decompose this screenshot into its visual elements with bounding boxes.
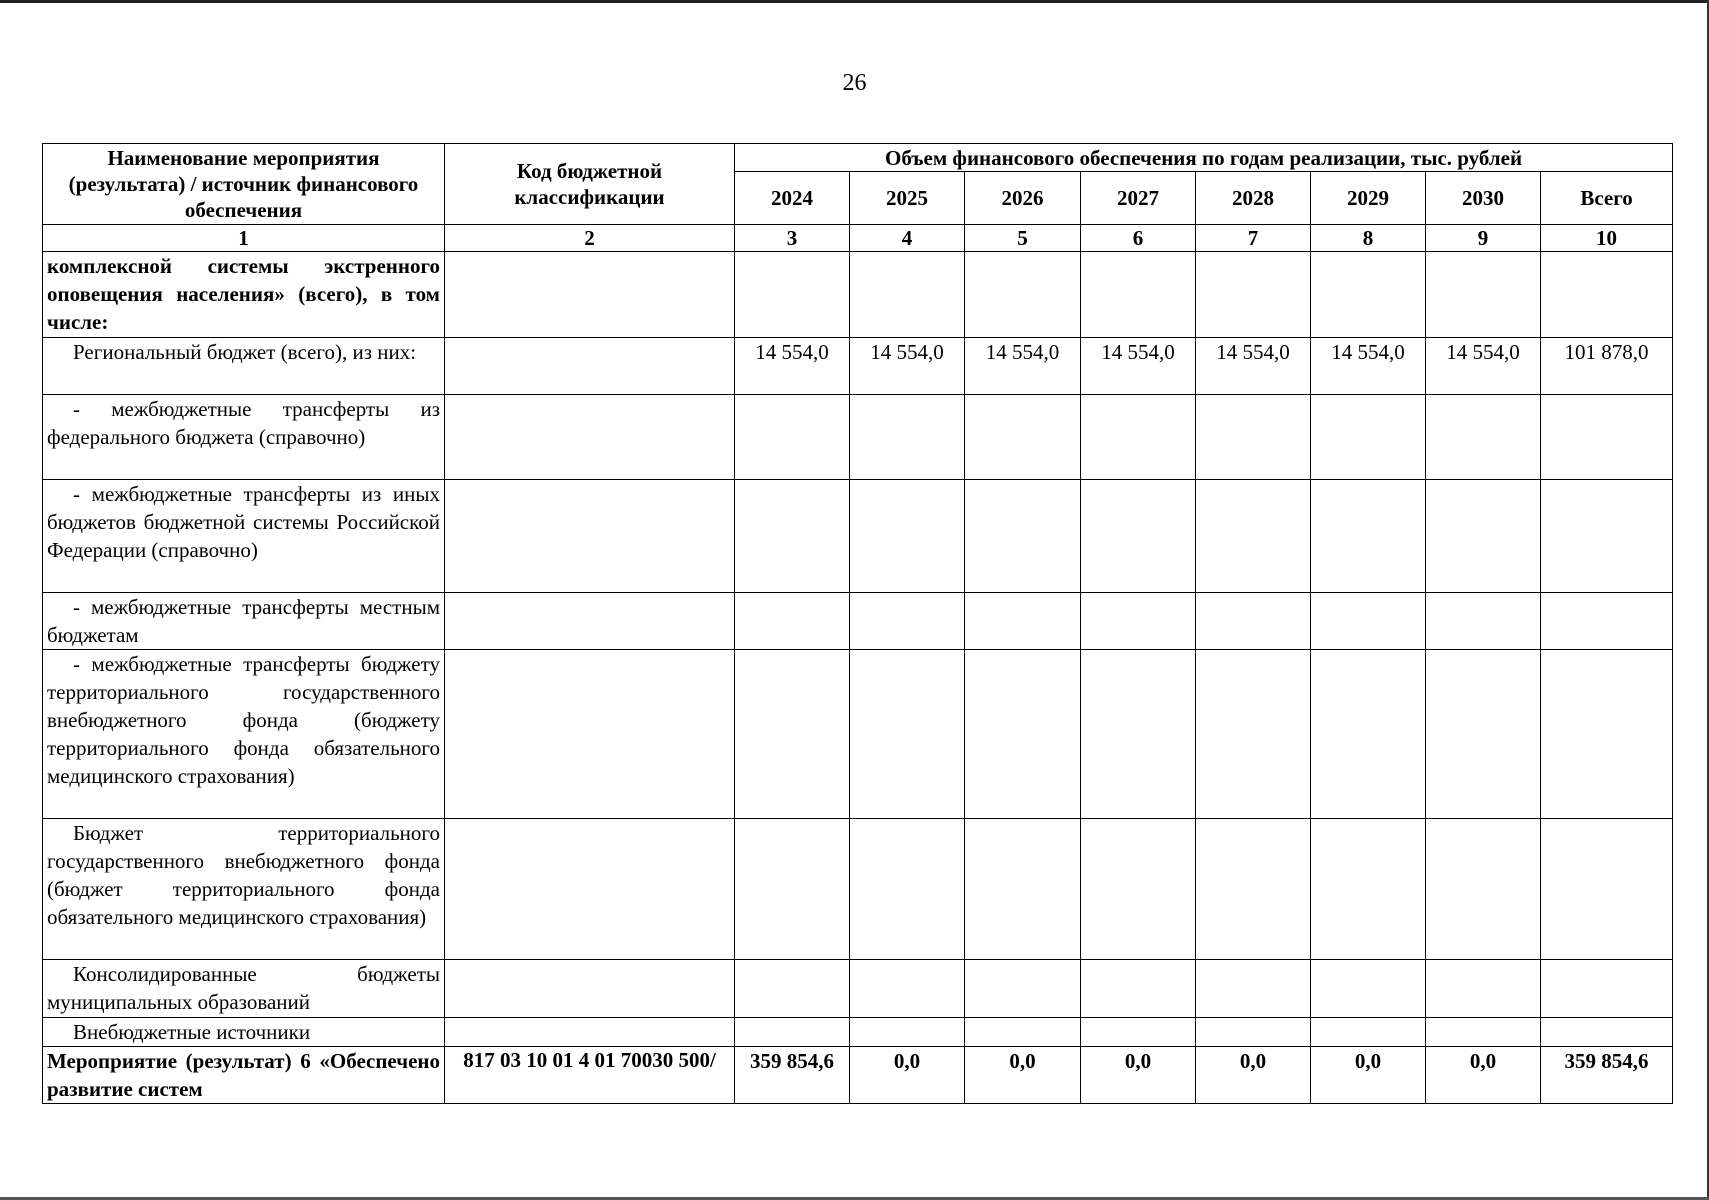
row-code [445, 819, 735, 960]
row-value-2030 [1426, 650, 1541, 819]
row-value-2024 [735, 650, 850, 819]
row-value-2024 [735, 593, 850, 650]
row-code [445, 252, 735, 338]
row-total: 101 878,0 [1541, 338, 1673, 395]
row-value-2028 [1196, 819, 1311, 960]
row-value-2025 [850, 252, 965, 338]
row-value-2025 [850, 960, 965, 1018]
row-value-2027 [1081, 1018, 1196, 1047]
row-name: - межбюджетные трансферты местным бюджетам [43, 593, 445, 650]
row-total: 359 854,6 [1541, 1047, 1673, 1104]
row-name: Внебюджетные источники [43, 1018, 445, 1047]
row-name: Консолидированные бюджеты муниципальных образований [43, 960, 445, 1018]
header-year-2026: 2026 [965, 172, 1081, 225]
row-name: Региональный бюджет (всего), из них: [43, 338, 445, 395]
row-value-2029 [1311, 395, 1426, 480]
row-value-2029 [1311, 480, 1426, 593]
row-value-2027 [1081, 960, 1196, 1018]
row-value-2030 [1426, 819, 1541, 960]
row-value-2029 [1311, 1018, 1426, 1047]
row-value-2029 [1311, 960, 1426, 1018]
row-value-2025 [850, 593, 965, 650]
column-number: 8 [1311, 225, 1426, 252]
row-value-2025 [850, 480, 965, 593]
table-row [43, 338, 1673, 395]
row-value-2030 [1426, 395, 1541, 480]
row-value-2026 [965, 1018, 1081, 1047]
row-total [1541, 252, 1673, 338]
header-volume-group: Объем финансового обеспечения по годам реализации, тыс. рублей [735, 144, 1673, 172]
row-value-2024 [735, 395, 850, 480]
table-row [43, 480, 1673, 593]
row-value-2027 [1081, 650, 1196, 819]
row-value-2028 [1196, 960, 1311, 1018]
table-row [43, 395, 1673, 480]
table-row [43, 960, 1673, 1018]
row-value-2030 [1426, 480, 1541, 593]
row-value-2029 [1311, 819, 1426, 960]
row-name: - межбюджетные трансферты бюджету территориального государственного внебюджетного фонда (бюджету территориального фонда обязательного медицинского страхования) [43, 650, 445, 819]
scan-edge-top [0, 0, 1709, 3]
row-total [1541, 650, 1673, 819]
row-value-2028 [1196, 480, 1311, 593]
row-value-2027 [1081, 819, 1196, 960]
row-code [445, 338, 735, 395]
row-value-2030 [1426, 1018, 1541, 1047]
row-value-2029 [1311, 650, 1426, 819]
row-value-2028 [1196, 1018, 1311, 1047]
row-value-2025: 0,0 [850, 1047, 965, 1104]
row-value-2025 [850, 395, 965, 480]
column-number: 5 [965, 225, 1081, 252]
row-value-2030 [1426, 593, 1541, 650]
row-value-2027 [1081, 252, 1196, 338]
row-value-2024 [735, 1018, 850, 1047]
row-value-2030: 0,0 [1426, 1047, 1541, 1104]
row-code [445, 960, 735, 1018]
row-value-2030: 14 554,0 [1426, 338, 1541, 395]
row-value-2025 [850, 819, 965, 960]
row-value-2029 [1311, 593, 1426, 650]
row-name: - межбюджетные трансферты из федерального бюджета (справочно) [43, 395, 445, 480]
row-value-2026 [965, 650, 1081, 819]
row-value-2024: 14 554,0 [735, 338, 850, 395]
row-value-2024 [735, 819, 850, 960]
header-total: Всего [1541, 172, 1673, 225]
row-value-2027 [1081, 593, 1196, 650]
row-total [1541, 960, 1673, 1018]
row-total [1541, 1018, 1673, 1047]
header-name-column: Наименование мероприятия (результата) / источник финансового обеспечения [43, 144, 445, 225]
row-total [1541, 480, 1673, 593]
row-value-2026 [965, 593, 1081, 650]
row-total [1541, 593, 1673, 650]
row-value-2027: 14 554,0 [1081, 338, 1196, 395]
row-value-2028: 14 554,0 [1196, 338, 1311, 395]
row-code [445, 480, 735, 593]
column-number: 4 [850, 225, 965, 252]
row-value-2025 [850, 650, 965, 819]
row-value-2026 [965, 480, 1081, 593]
row-value-2026 [965, 252, 1081, 338]
column-number: 6 [1081, 225, 1196, 252]
row-total [1541, 395, 1673, 480]
row-value-2029 [1311, 252, 1426, 338]
header-year-2030: 2030 [1426, 172, 1541, 225]
row-name: комплексной системы экстренного оповещения населения» (всего), в том числе: [43, 252, 445, 338]
header-year-2027: 2027 [1081, 172, 1196, 225]
row-value-2027: 0,0 [1081, 1047, 1196, 1104]
row-total [1541, 819, 1673, 960]
row-value-2027 [1081, 395, 1196, 480]
row-value-2030 [1426, 252, 1541, 338]
column-number-row [43, 225, 1673, 252]
row-value-2026: 0,0 [965, 1047, 1081, 1104]
financing-table [42, 143, 1673, 1104]
page-number: 26 [842, 70, 867, 96]
row-value-2028 [1196, 650, 1311, 819]
row-value-2028: 0,0 [1196, 1047, 1311, 1104]
column-number: 10 [1541, 225, 1673, 252]
row-value-2030 [1426, 960, 1541, 1018]
row-value-2028 [1196, 252, 1311, 338]
row-value-2026 [965, 960, 1081, 1018]
row-value-2024 [735, 960, 850, 1018]
row-value-2028 [1196, 395, 1311, 480]
row-value-2024: 359 854,6 [735, 1047, 850, 1104]
table-row [43, 252, 1673, 338]
row-name: Бюджет территориального государственного внебюджетного фонда (бюджет территориального фонда обязательного медицинского страхования) [43, 819, 445, 960]
row-value-2026 [965, 395, 1081, 480]
row-code [445, 650, 735, 819]
table-row [43, 1018, 1673, 1047]
row-value-2024 [735, 480, 850, 593]
row-code [445, 593, 735, 650]
row-value-2024 [735, 252, 850, 338]
table-row [43, 1047, 1673, 1104]
column-number: 7 [1196, 225, 1311, 252]
row-code [445, 395, 735, 480]
row-name: - межбюджетные трансферты из иных бюджетов бюджетной системы Российской Федерации (справочно) [43, 480, 445, 593]
row-value-2029: 14 554,0 [1311, 338, 1426, 395]
row-value-2026 [965, 819, 1081, 960]
header-year-2024: 2024 [735, 172, 850, 225]
row-value-2027 [1081, 480, 1196, 593]
header-code-column: Код бюджетной классификации [445, 144, 735, 225]
column-number: 3 [735, 225, 850, 252]
table-row [43, 593, 1673, 650]
column-number: 2 [445, 225, 735, 252]
row-value-2025 [850, 1018, 965, 1047]
row-value-2028 [1196, 593, 1311, 650]
row-value-2026: 14 554,0 [965, 338, 1081, 395]
header-year-2029: 2029 [1311, 172, 1426, 225]
table-row [43, 650, 1673, 819]
column-number: 9 [1426, 225, 1541, 252]
column-number: 1 [43, 225, 445, 252]
row-code: 817 03 10 01 4 01 70030 500/ [445, 1047, 735, 1104]
header-year-2025: 2025 [850, 172, 965, 225]
row-value-2025: 14 554,0 [850, 338, 965, 395]
table-row [43, 819, 1673, 960]
row-value-2029: 0,0 [1311, 1047, 1426, 1104]
header-year-2028: 2028 [1196, 172, 1311, 225]
row-code [445, 1018, 735, 1047]
row-name: Мероприятие (результат) 6 «Обеспечено развитие систем [43, 1047, 445, 1104]
